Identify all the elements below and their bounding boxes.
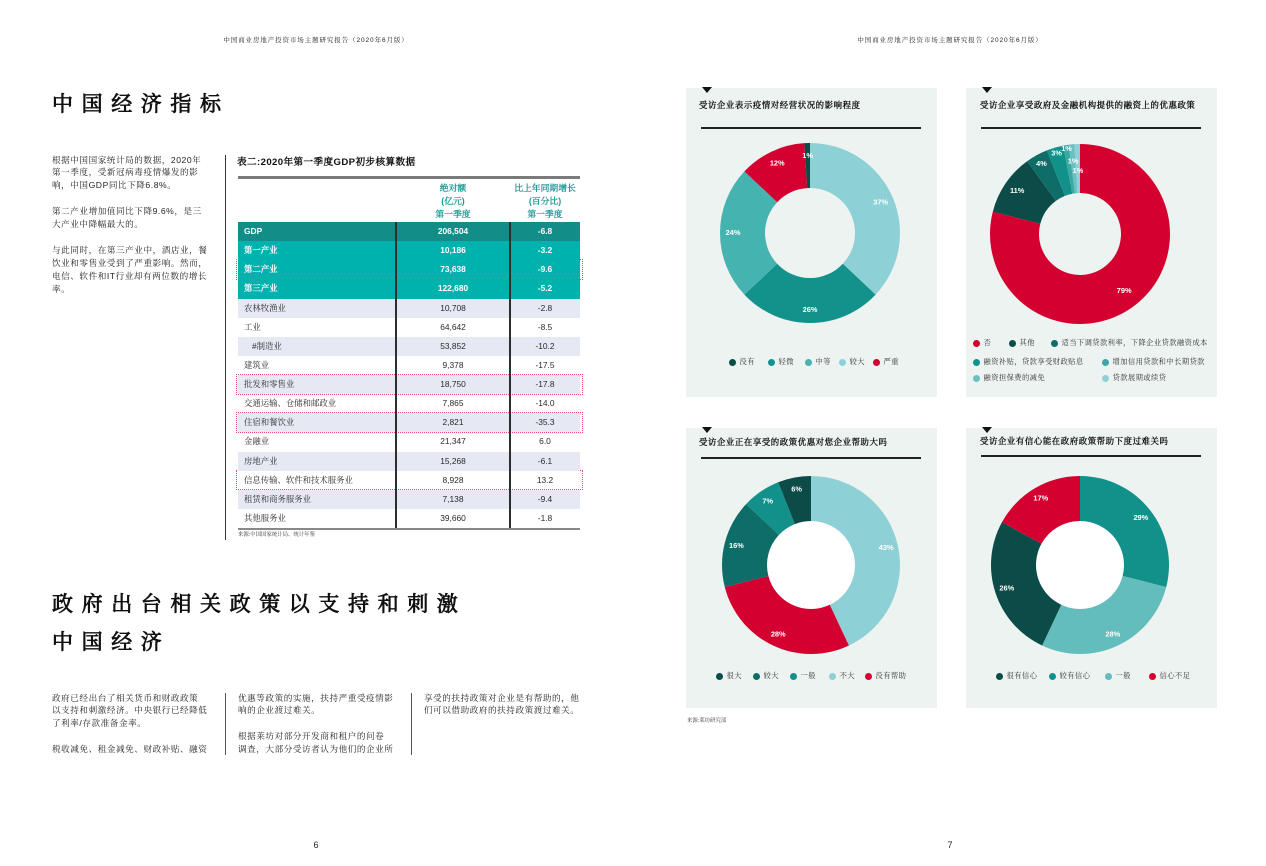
chart-title: 受访企业有信心能在政府政策帮助下度过难关吗 [980, 436, 1169, 446]
slice-label: 26% [802, 304, 818, 314]
chart-title: 受访企业享受政府及金融机构提供的融资上的优惠政策 [980, 100, 1196, 110]
body-paragraph: 政府已经出台了相关货币和财政政策 以支持和刺激经济。中央银行已经降低 了利率/存款准备金率。 [52, 692, 208, 729]
growth-cell: -6.1 [537, 455, 553, 466]
absolute-value-cell: 21,347 [440, 436, 466, 447]
growth-cell: 6.0 [539, 436, 551, 447]
intro-text [52, 154, 207, 309]
table-row [238, 318, 580, 337]
chart-panel-impact [686, 88, 937, 397]
growth-cell: -9.4 [537, 493, 553, 504]
slice-label: 7% [762, 496, 774, 506]
slice-label: 1% [1067, 156, 1079, 166]
legend-swatch [1102, 359, 1109, 366]
table-row [238, 241, 580, 260]
legend-label: 较大 [849, 357, 865, 366]
legend-label: 较有信心 [1059, 671, 1091, 680]
slice-label: 3% [1051, 148, 1062, 158]
row-label: 工业 [244, 321, 261, 332]
legend-swatch [1009, 340, 1016, 347]
growth-cell: -17.5 [535, 359, 555, 370]
legend-item [1049, 671, 1091, 681]
legend-swatch [839, 359, 846, 366]
slice-label: 26% [999, 583, 1015, 593]
absolute-value-cell: 122,680 [437, 283, 469, 294]
absolute-value-cell: 206,504 [437, 226, 469, 236]
legend-swatch [790, 673, 797, 680]
column-divider [411, 693, 412, 755]
row-label: 交通运输、仓储和邮政业 [244, 398, 337, 409]
row-label: 第三产业 [244, 283, 278, 294]
body-paragraph: 享受的扶持政策对企业是有帮助的，他 们可以借助政府的扶持政策渡过难关。 [424, 692, 580, 716]
body-paragraph: 优惠等政策的实施，扶持严重受疫情影 响的企业渡过难关。 [238, 692, 394, 716]
donut-chart [686, 88, 937, 397]
growth-cell: -6.8 [537, 226, 553, 236]
body-column-2 [238, 692, 393, 769]
body-column-3 [424, 692, 579, 731]
table-row [238, 299, 580, 318]
absolute-value-cell: 9,378 [442, 359, 464, 370]
row-label: 其他服务业 [244, 512, 286, 523]
table-source: 来源:中国国家统计局、统计年鉴 [238, 532, 315, 538]
absolute-value-cell: 2,821 [442, 417, 464, 428]
legend-swatch [768, 359, 775, 366]
slice-label: 4% [1036, 158, 1047, 168]
legend-swatch [729, 359, 736, 366]
legend-item [753, 671, 779, 681]
section-title-line-1: 政府出台相关政策以支持和刺激 [52, 593, 467, 616]
column-divider [225, 693, 226, 755]
absolute-value-cell: 64,642 [440, 321, 466, 332]
legend-swatch [1149, 673, 1156, 680]
row-label: 农林牧渔业 [244, 302, 286, 313]
row-label: 房地产业 [244, 455, 278, 466]
legend-label: 没有 [739, 357, 755, 366]
table-row [238, 394, 580, 413]
legend-item [996, 671, 1038, 681]
growth-cell: -3.2 [537, 245, 553, 256]
slice-label: 12% [769, 158, 785, 168]
column-divider [225, 155, 226, 540]
absolute-value-cell: 53,852 [440, 340, 466, 351]
slice-label: 1% [1072, 165, 1084, 175]
legend-swatch [973, 375, 980, 382]
legend-label: 其他 [1019, 338, 1035, 347]
body-paragraph: 根据莱坊对部分开发商和租户的问卷 调查，大部分受访者认为他们的企业所 [238, 731, 394, 755]
absolute-value-cell: 10,186 [440, 245, 466, 256]
chart-panel-policy-helpfulness [686, 428, 937, 708]
legend-swatch [1049, 673, 1056, 680]
row-label: 建筑业 [244, 359, 270, 370]
legend-item [768, 357, 794, 367]
legend-label: 一般 [1115, 671, 1131, 680]
slice-label: 1% [1061, 144, 1072, 154]
row-label: 金融业 [244, 436, 270, 447]
chart-title: 受访企业正在享受的政策优惠对您企业帮助大吗 [699, 437, 888, 447]
absolute-value-cell: 8,928 [442, 474, 464, 485]
legend-item [716, 671, 742, 681]
body-column-1 [52, 692, 207, 769]
slice-label: 16% [729, 540, 744, 550]
growth-cell: -17.8 [535, 379, 555, 389]
slice-label: 11% [1009, 186, 1025, 196]
legend-label: 一般 [800, 671, 816, 680]
legend-item [729, 357, 755, 367]
row-label: #制造业 [252, 340, 282, 351]
table-row [238, 413, 580, 432]
absolute-value-cell: 7,138 [442, 493, 464, 504]
row-label: 第一产业 [244, 245, 278, 256]
column-header-growth: 比上年同期增长 (百分比) 第一季度 [514, 183, 576, 219]
legend-swatch [1102, 375, 1109, 382]
growth-cell: -1.8 [537, 512, 553, 523]
absolute-value-cell: 18,750 [440, 379, 466, 389]
legend-label: 否 [983, 338, 992, 347]
table-row [238, 222, 580, 241]
growth-cell: 13.2 [536, 474, 554, 485]
legend-swatch [973, 340, 980, 347]
row-label: 批发和零售业 [244, 379, 295, 389]
donut-hole [1036, 521, 1124, 609]
legend-label: 信心不足 [1159, 671, 1191, 680]
table-column-divider [509, 222, 511, 528]
page-number-left: 6 [313, 840, 319, 850]
growth-cell: -8.5 [537, 321, 553, 332]
intro-paragraph: 与此同时，在第三产业中，酒店业，餐 饮业和零售业受到了严重影响。然而， 电信、软件和IT行业却有两位数的增长 率。 [52, 244, 208, 294]
legend-item [790, 671, 816, 681]
legend-label: 较大 [763, 671, 779, 680]
slice-label: 37% [873, 197, 889, 207]
legend-swatch [753, 673, 760, 680]
legend-label: 增加信用贷款和中长期贷款 [1112, 357, 1205, 366]
absolute-value-cell: 15,268 [440, 455, 466, 466]
table-caption: 表二:2020年第一季度GDP初步核算数据 [237, 157, 416, 168]
legend-swatch [805, 359, 812, 366]
legend-label: 很有信心 [1006, 671, 1038, 680]
legend-item [839, 357, 865, 367]
growth-cell: -9.6 [537, 264, 553, 275]
row-label: 信息传输、软件和技术服务业 [244, 474, 353, 485]
legend-label: 很大 [726, 671, 742, 680]
donut-hole [767, 521, 855, 609]
body-paragraph: 税收减免、租金减免、财政补贴、融资 [52, 744, 208, 755]
legend-swatch [973, 359, 980, 366]
running-header-right: 中国商业房地产投资市场主题研究报告（2020年6月版） [857, 37, 1043, 44]
page-title: 中国经济指标 [52, 93, 230, 116]
row-label: 第二产业 [244, 264, 278, 275]
slice-label: 6% [791, 484, 802, 494]
legend-label: 没有帮助 [875, 671, 907, 680]
legend-label: 融资担保费的减免 [983, 373, 1046, 382]
donut-chart [686, 428, 937, 708]
page-number-right: 7 [947, 840, 953, 850]
table-bottom-rule [238, 528, 580, 530]
table-row [238, 279, 580, 298]
slice-label: 28% [770, 629, 786, 639]
legend-swatch [716, 673, 723, 680]
growth-cell: -2.8 [537, 302, 553, 313]
legend-item [829, 671, 855, 681]
legend-swatch [1051, 340, 1058, 347]
row-label: GDP [244, 226, 263, 236]
intro-paragraph: 第二产业增加值同比下降9.6%，是三 大产业中降幅最大的。 [52, 206, 202, 230]
legend-label: 中等 [815, 357, 831, 366]
chart-title: 受访企业表示疫情对经营状况的影响程度 [699, 100, 861, 110]
slice-label: 29% [1133, 512, 1149, 522]
absolute-value-cell: 73,638 [440, 264, 466, 275]
growth-cell: -10.2 [535, 340, 555, 351]
table-row [238, 356, 580, 375]
legend-swatch [996, 673, 1003, 680]
legend-label: 贷款展期或续贷 [1112, 373, 1167, 382]
legend-item [1105, 671, 1131, 681]
growth-cell: -14.0 [535, 398, 555, 409]
table-row [238, 509, 580, 528]
legend-label: 轻微 [778, 357, 794, 366]
table-column-divider [395, 222, 397, 528]
legend-item [973, 373, 1046, 383]
legend-item [805, 357, 831, 367]
legend-label: 严重 [883, 357, 899, 366]
legend-swatch [873, 359, 880, 366]
column-header-absolute: 绝对额 (亿元) 第一季度 [435, 183, 471, 219]
table-row [238, 337, 580, 356]
chart-source: 来源:莱坊研究部 [687, 718, 727, 724]
legend-item [1102, 357, 1205, 367]
growth-cell: -35.3 [535, 417, 555, 428]
table-row [238, 375, 580, 394]
table-row [238, 471, 580, 490]
legend-label: 不大 [839, 671, 855, 680]
legend-label: 适当下调贷款利率，下降企业贷款融资成本 [1061, 338, 1208, 347]
donut-slice [810, 143, 900, 295]
table-top-rule [238, 176, 580, 179]
legend-item [1051, 338, 1208, 348]
chart-panel-financing-policies [966, 88, 1217, 397]
legend-item [1102, 373, 1167, 383]
table-body [238, 222, 580, 528]
legend-item [865, 671, 907, 681]
slice-label: 24% [725, 227, 741, 237]
legend-swatch [1105, 673, 1112, 680]
gdp-table [238, 176, 580, 532]
slice-label: 43% [878, 543, 894, 553]
legend-item [1009, 338, 1035, 348]
legend-swatch [829, 673, 836, 680]
slice-label: 1% [802, 150, 813, 160]
table-row [238, 490, 580, 509]
chart-panel-confidence [966, 428, 1217, 708]
section-title-line-2: 中国经济 [52, 631, 171, 654]
table-row [238, 452, 580, 471]
legend-item [873, 357, 899, 367]
legend-swatch [865, 673, 872, 680]
legend-label: 融资补贴，贷款享受财政贴息 [983, 357, 1084, 366]
absolute-value-cell: 7,865 [442, 398, 464, 409]
running-header-left: 中国商业房地产投资市场主题研究报告（2020年6月版） [223, 37, 409, 44]
row-label: 租赁和商务服务业 [244, 493, 311, 504]
absolute-value-cell: 10,708 [440, 302, 466, 313]
legend-item [1149, 671, 1191, 681]
absolute-value-cell: 39,660 [440, 512, 466, 523]
legend-item [973, 357, 1084, 367]
table-row [238, 432, 580, 451]
table-row [238, 260, 580, 279]
legend-item [973, 338, 992, 348]
slice-label: 28% [1105, 629, 1121, 639]
slice-label: 79% [1116, 285, 1132, 295]
growth-cell: -5.2 [537, 283, 553, 294]
row-label: 住宿和餐饮业 [244, 417, 295, 428]
donut-chart [966, 88, 1217, 397]
slice-label: 17% [1033, 493, 1049, 503]
intro-paragraph: 根据中国国家统计局的数据，2020年 第一季度，受新冠病毒疫情爆发的影 响，中国GDP同比下降6.8%。 [52, 154, 202, 191]
donut-chart [966, 428, 1217, 708]
